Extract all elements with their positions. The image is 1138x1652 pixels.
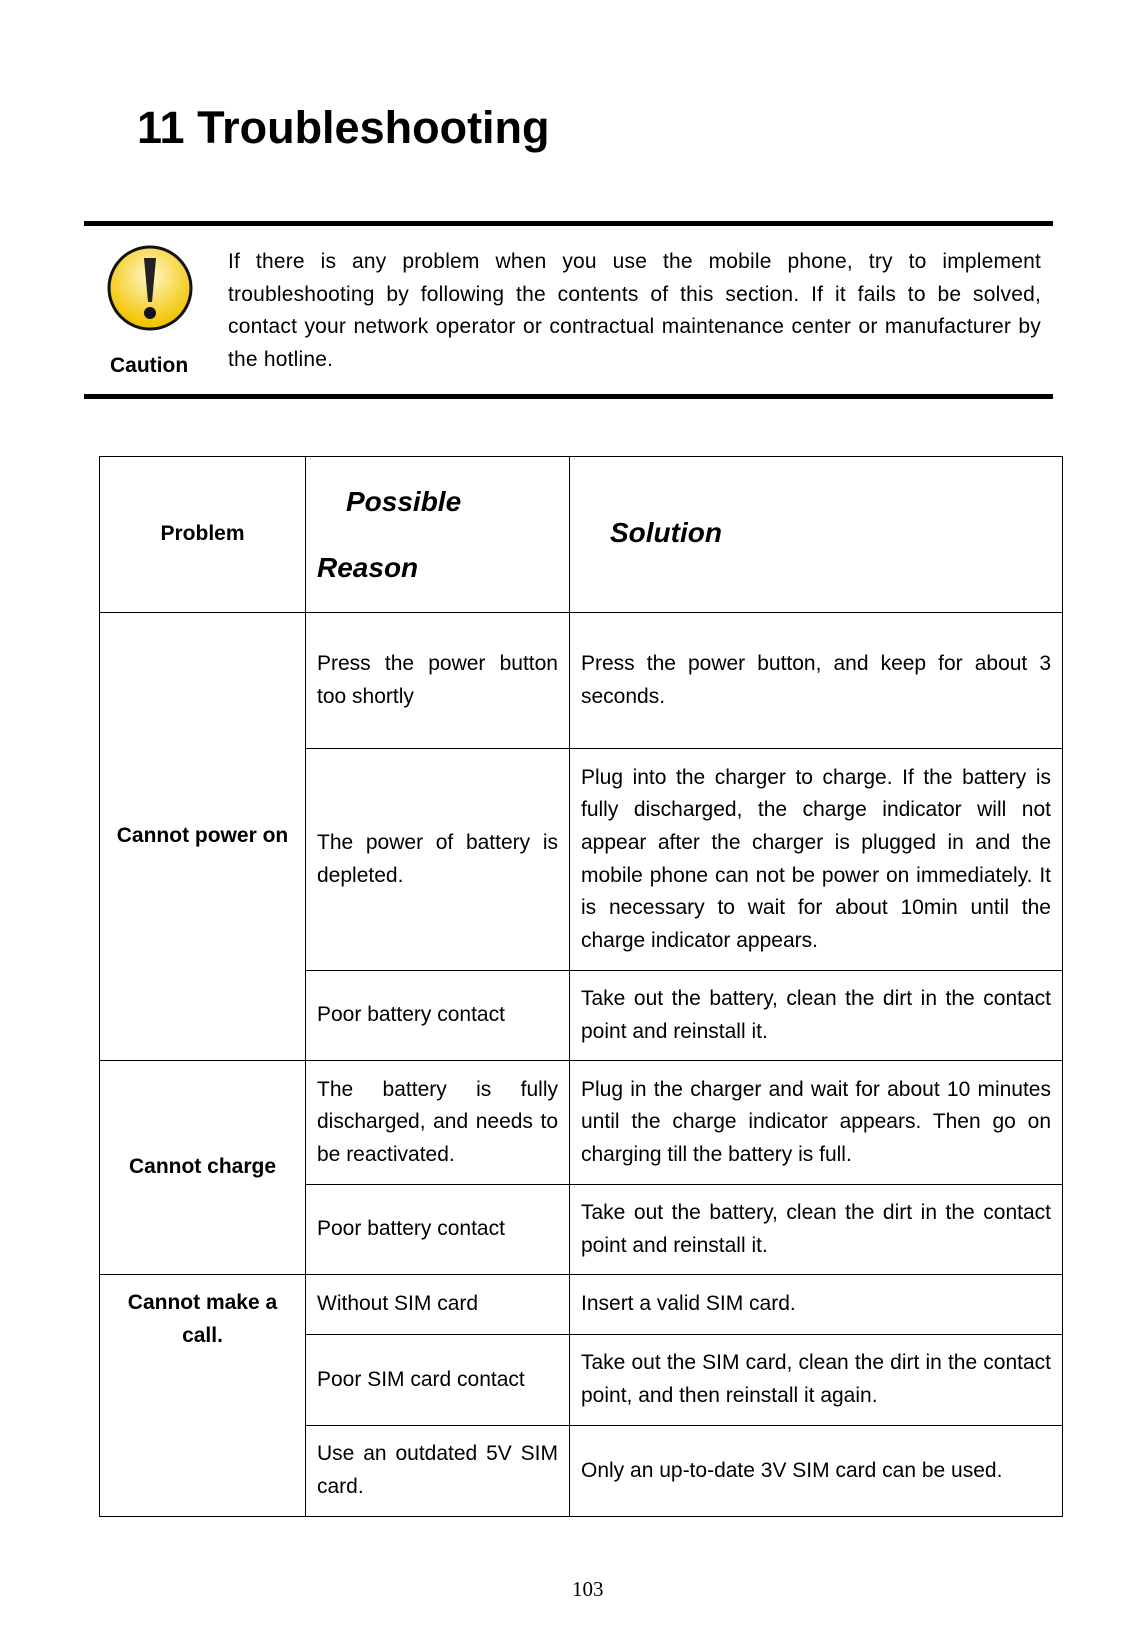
table-row — [100, 613, 1063, 749]
solution-cell: Take out the battery, clean the dirt in the contact point and reinstall it. — [570, 971, 1063, 1061]
header-possible-reason — [306, 457, 570, 613]
top-divider — [84, 221, 1053, 226]
reason-cell: Poor SIM card contact — [306, 1335, 570, 1426]
caution-label: Caution — [110, 354, 189, 377]
table-row — [100, 1275, 1063, 1335]
solution-cell: Plug in the charger and wait for about 10 minutes until the charge indicator appears. Then go on charging till the battery is full. — [570, 1061, 1063, 1185]
reason-cell: Poor battery contact — [306, 1185, 570, 1275]
troubleshooting-table — [99, 456, 1063, 1517]
solution-cell: Press the power button, and keep for about 3 seconds. — [570, 613, 1063, 749]
problem-cell: Cannot power on — [100, 613, 306, 1061]
header-problem: Problem — [100, 457, 306, 613]
header-reason-line2: Reason — [317, 551, 419, 583]
reason-cell: The battery is fully discharged, and needs to be reactivated. — [306, 1061, 570, 1185]
table-header-row — [100, 457, 1063, 613]
reason-cell: Press the power button too shortly — [306, 613, 570, 749]
header-solution — [570, 457, 1063, 613]
caution-icon — [106, 244, 194, 332]
solution-cell: Insert a valid SIM card. — [570, 1275, 1063, 1335]
table-row — [100, 1061, 1063, 1185]
page-title: 11 Troubleshooting — [137, 102, 550, 153]
solution-cell: Plug into the charger to charge. If the battery is fully discharged, the charge indicator will not appear after the charger is plugged in and the mobile phone can not be power on immediately. It is necessary to wait for about 10min until the charge indicator appears. — [570, 749, 1063, 971]
solution-cell: Take out the SIM card, clean the dirt in the contact point, and then reinstall it again. — [570, 1335, 1063, 1426]
caution-text: If there is any problem when you use the mobile phone, try to implement troubleshooting by following the contents of this section. If it fails to be solved, contact your network operator or contractual maintenance center or manufacturer by the hotline. — [228, 250, 1041, 371]
solution-cell: Take out the battery, clean the dirt in the contact point and reinstall it. — [570, 1185, 1063, 1275]
reason-cell: The power of battery is depleted. — [306, 749, 570, 971]
problem-cell: Cannot make a call. — [100, 1275, 306, 1517]
reason-cell: Without SIM card — [306, 1275, 570, 1335]
reason-cell: Poor battery contact — [306, 971, 570, 1061]
solution-cell: Only an up-to-date 3V SIM card can be used. — [570, 1426, 1063, 1517]
header-reason-line1: Possible — [346, 485, 462, 517]
problem-cell: Cannot charge — [100, 1061, 306, 1275]
reason-cell: Use an outdated 5V SIM card. — [306, 1426, 570, 1517]
bottom-divider — [84, 394, 1053, 399]
header-solution-label: Solution — [610, 516, 722, 548]
page-number: 103 — [572, 1577, 604, 1601]
